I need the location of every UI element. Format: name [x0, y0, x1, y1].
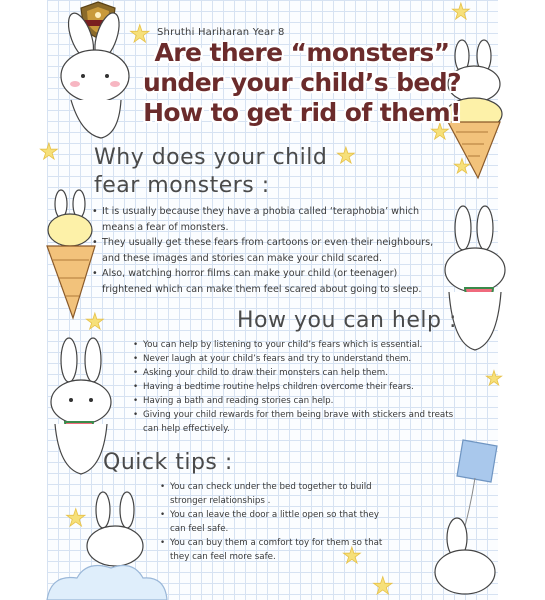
star-icon: ★ — [129, 20, 151, 48]
star-icon: ★ — [485, 366, 503, 390]
star-icon: ★ — [85, 310, 105, 335]
star-icon: ★ — [430, 120, 450, 145]
title-line-2: under your child’s bed? — [143, 68, 461, 97]
list-item: • You can buy them a comfort toy for them so that they can feel more safe. — [160, 536, 385, 564]
section-heading-tips: Quick tips : — [103, 450, 233, 475]
list-item: • You can leave the door a little open so that they can feel safe. — [160, 508, 385, 536]
author-line: Shruthi Hariharan Year 8 — [157, 27, 285, 38]
title-line-3: How to get rid of them! — [143, 98, 461, 127]
list-item: • They usually get these fears from cartoons or even their neighbours, and these images and stories can make your child scared. — [92, 235, 447, 266]
list-item: • Never laugh at your child’s fears and try to understand them. — [133, 352, 461, 366]
section-heading-why-line-1: Why does your child — [94, 145, 328, 170]
bunny-on-cloud-icon — [47, 498, 167, 600]
why-list — [92, 204, 447, 297]
list-item: • You can help by listening to your child’s fears which is essential. — [133, 338, 461, 352]
list-item: • It is usually because they have a phobia called ‘teraphobia’ which means a fear of monsters. — [92, 204, 447, 235]
star-icon: ★ — [342, 544, 362, 569]
list-item: • Giving your child rewards for them being brave with stickers and treats can help effectively. — [133, 408, 461, 436]
bunny-with-balloon-icon — [417, 436, 499, 600]
list-item: • Having a bedtime routine helps children overcome their fears. — [133, 380, 461, 394]
list-item: • Having a bath and reading stories can help. — [133, 394, 461, 408]
star-icon: ★ — [65, 504, 87, 532]
star-icon: ★ — [39, 140, 59, 165]
title-line-1: Are there “monsters” — [154, 38, 450, 67]
list-item: • Asking your child to draw their monsters can help them. — [133, 366, 461, 380]
poster — [39, 0, 503, 600]
section-heading-why-line-2: fear monsters : — [94, 173, 270, 198]
help-list — [133, 338, 461, 436]
list-item: • Also, watching horror films can make your child (or teenager) frightened which can make them feel scared about going to sleep. — [92, 266, 447, 297]
tips-list — [160, 480, 385, 564]
star-icon: ★ — [453, 154, 471, 178]
star-icon: ★ — [372, 572, 394, 600]
list-item: • You can check under the bed together to build stronger relationships . — [160, 480, 385, 508]
star-icon: ★ — [336, 144, 356, 169]
section-heading-help: How you can help : — [237, 308, 457, 333]
star-icon: ★ — [451, 0, 471, 25]
